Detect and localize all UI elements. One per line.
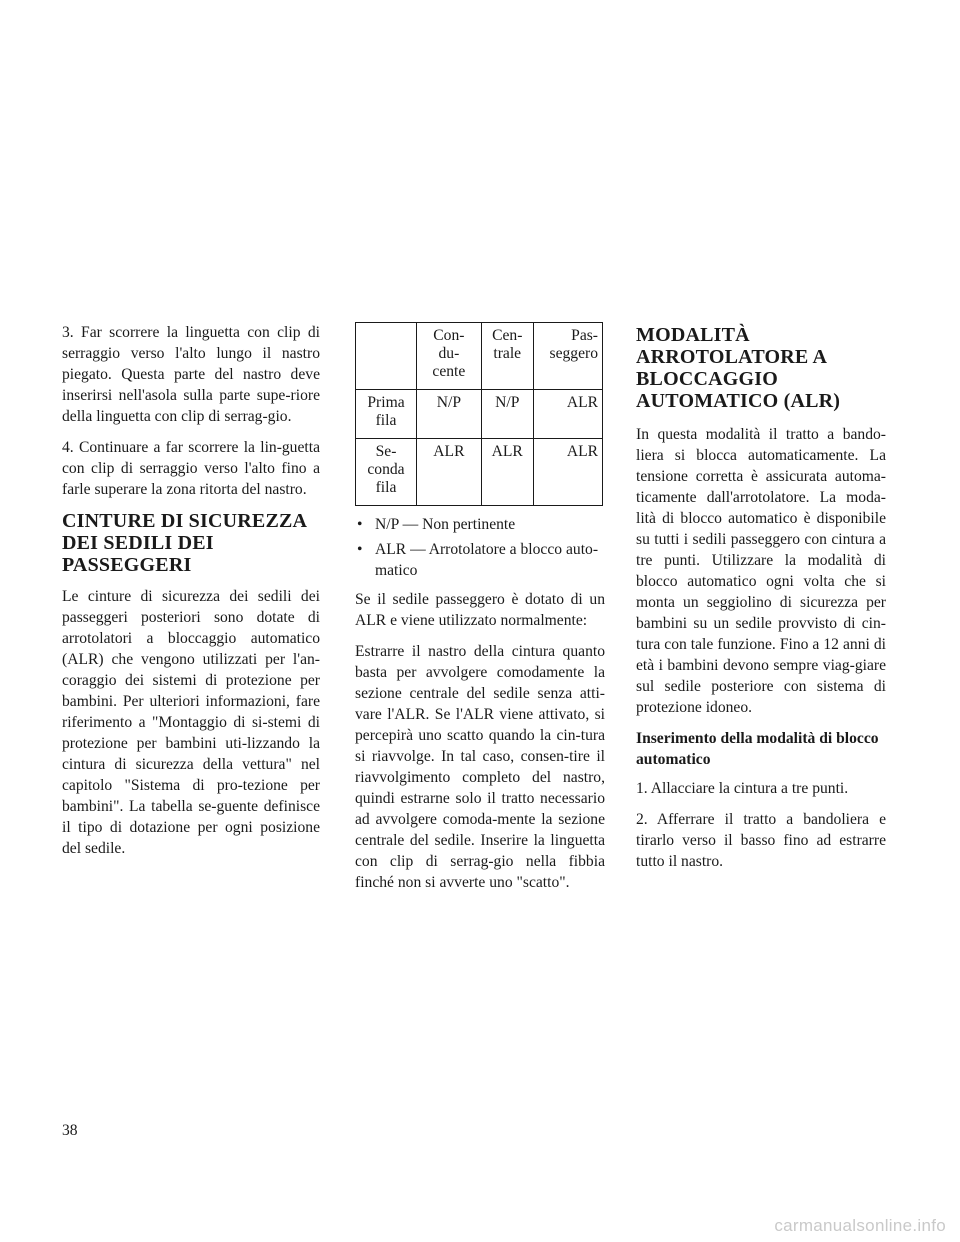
table-row <box>356 390 603 439</box>
bullet-icon: • <box>357 516 363 533</box>
passenger-belts-body: Le cinture di sicurezza dei sedili dei passeggeri posteriori sono dotate di arrotolatori a bloccaggio automatico (ALR) che vengono utilizzati per l'an-coraggio dei sistemi di protezione per bambini. Per ulteriori informazioni, fare riferimento a "Montaggio di si-stemi di protezione per bambini uti-lizzando la cintura di sicurezza della vettura" nel capitolo "Sistema di pro-tezione per bambini". La tabella se-guente definisce il tipo di dotazione per ogni posizione del sedile. <box>62 588 320 857</box>
subheading-auto-lock: Inserimento della modalità di blocco automatico <box>636 730 879 768</box>
step-4-text: 4. Continuare a far scorrere la lin-guetta con clip di serraggio verso l'alto fino a farle superare la zona ritorta del nastro. <box>62 439 320 498</box>
left-column <box>62 322 320 869</box>
table-row <box>356 439 603 506</box>
section-heading-passenger-belts: CINTURE DI SICUREZZA DEI SEDILI DEI PASSEGGERI <box>62 510 307 576</box>
table-cell: ALR <box>533 439 602 506</box>
table-header-cell: Cen- trale <box>481 323 533 390</box>
seat-equipment-table <box>355 322 603 506</box>
list-item <box>355 539 605 581</box>
alr-instructions-text: Estrarre il nastro della cintura quanto basta per avvolgere comodamente la sezione centrale del sedile senza atti-vare l'ALR. Se l'ALR viene attivato, si percepirà uno scatto quando la cin-tura si riavvolge. In tal caso, consen-tire il riavvolgimento completo del nastro, quindi estrarne solo il tratto necessario ad avvolgere comoda-mente la sezione centrale del sedile. Inserire la linguetta con clip di serrag-gio nella fibbia finché non si avverte uno "scatto". <box>355 643 605 891</box>
table-cell: N/P <box>481 390 533 439</box>
table-row-label: Prima fila <box>356 390 417 439</box>
table-header-cell: Pas- seggero <box>533 323 602 390</box>
watermark: carmanualsonline.info <box>774 1216 946 1235</box>
step-2-text: 2. Afferrare il tratto a bandoliera e tirarlo verso il basso fino ad estrarre tutto il nastro. <box>636 811 886 870</box>
legend-text: ALR — Arrotolatore a blocco auto-matico <box>375 541 599 579</box>
right-column <box>636 322 886 882</box>
step-1-text: 1. Allacciare la cintura a tre punti. <box>636 780 849 797</box>
table-cell: ALR <box>417 439 482 506</box>
page-number: 38 <box>62 1122 78 1139</box>
alr-intro-text: Se il sedile passeggero è dotato di un ALR e viene utilizzato normalmente: <box>355 591 605 629</box>
list-item <box>355 514 605 535</box>
section-heading-alr-mode: MODALITÀ ARROTOLATORE A BLOCCAGGIO AUTOMATICO (ALR) <box>636 324 841 412</box>
step-3-text: 3. Far scorrere la linguetta con clip di serraggio verso l'alto lungo il nastro piegato. Questa parte del nastro deve inserirsi nell'asola sulla parte supe-riore della linguetta con clip di serrag-gio. <box>62 324 320 425</box>
table-header-row <box>356 323 603 390</box>
table-cell: N/P <box>417 390 482 439</box>
table-cell: ALR <box>481 439 533 506</box>
legend-text: N/P — Non pertinente <box>375 516 516 533</box>
middle-column <box>355 322 605 903</box>
legend-list <box>355 514 605 581</box>
bullet-icon: • <box>357 541 363 558</box>
table-row-label: Se- conda fila <box>356 439 417 506</box>
table-cell: ALR <box>533 390 602 439</box>
alr-mode-body: In questa modalità il tratto a bando-liera si blocca automaticamente. La tensione corretta è assicurata automa-ticamente dall'arrotolatore. La moda-lità di blocco automatico è disponibile su tutti i sedili passeggero con cintura a tre punti. Utilizzare la modalità di blocco automatico ogni volta che si monta un seggiolino di sicurezza per bambini su un sedile provvisto di cin-tura con tale funzione. Fino a 12 anni di età i bambini devono sempre viag-giare sul sedile posteriore con sistema di protezione idoneo. <box>636 426 886 716</box>
table-header-cell <box>356 323 417 390</box>
table-header-cell: Con- du- cente <box>417 323 482 390</box>
